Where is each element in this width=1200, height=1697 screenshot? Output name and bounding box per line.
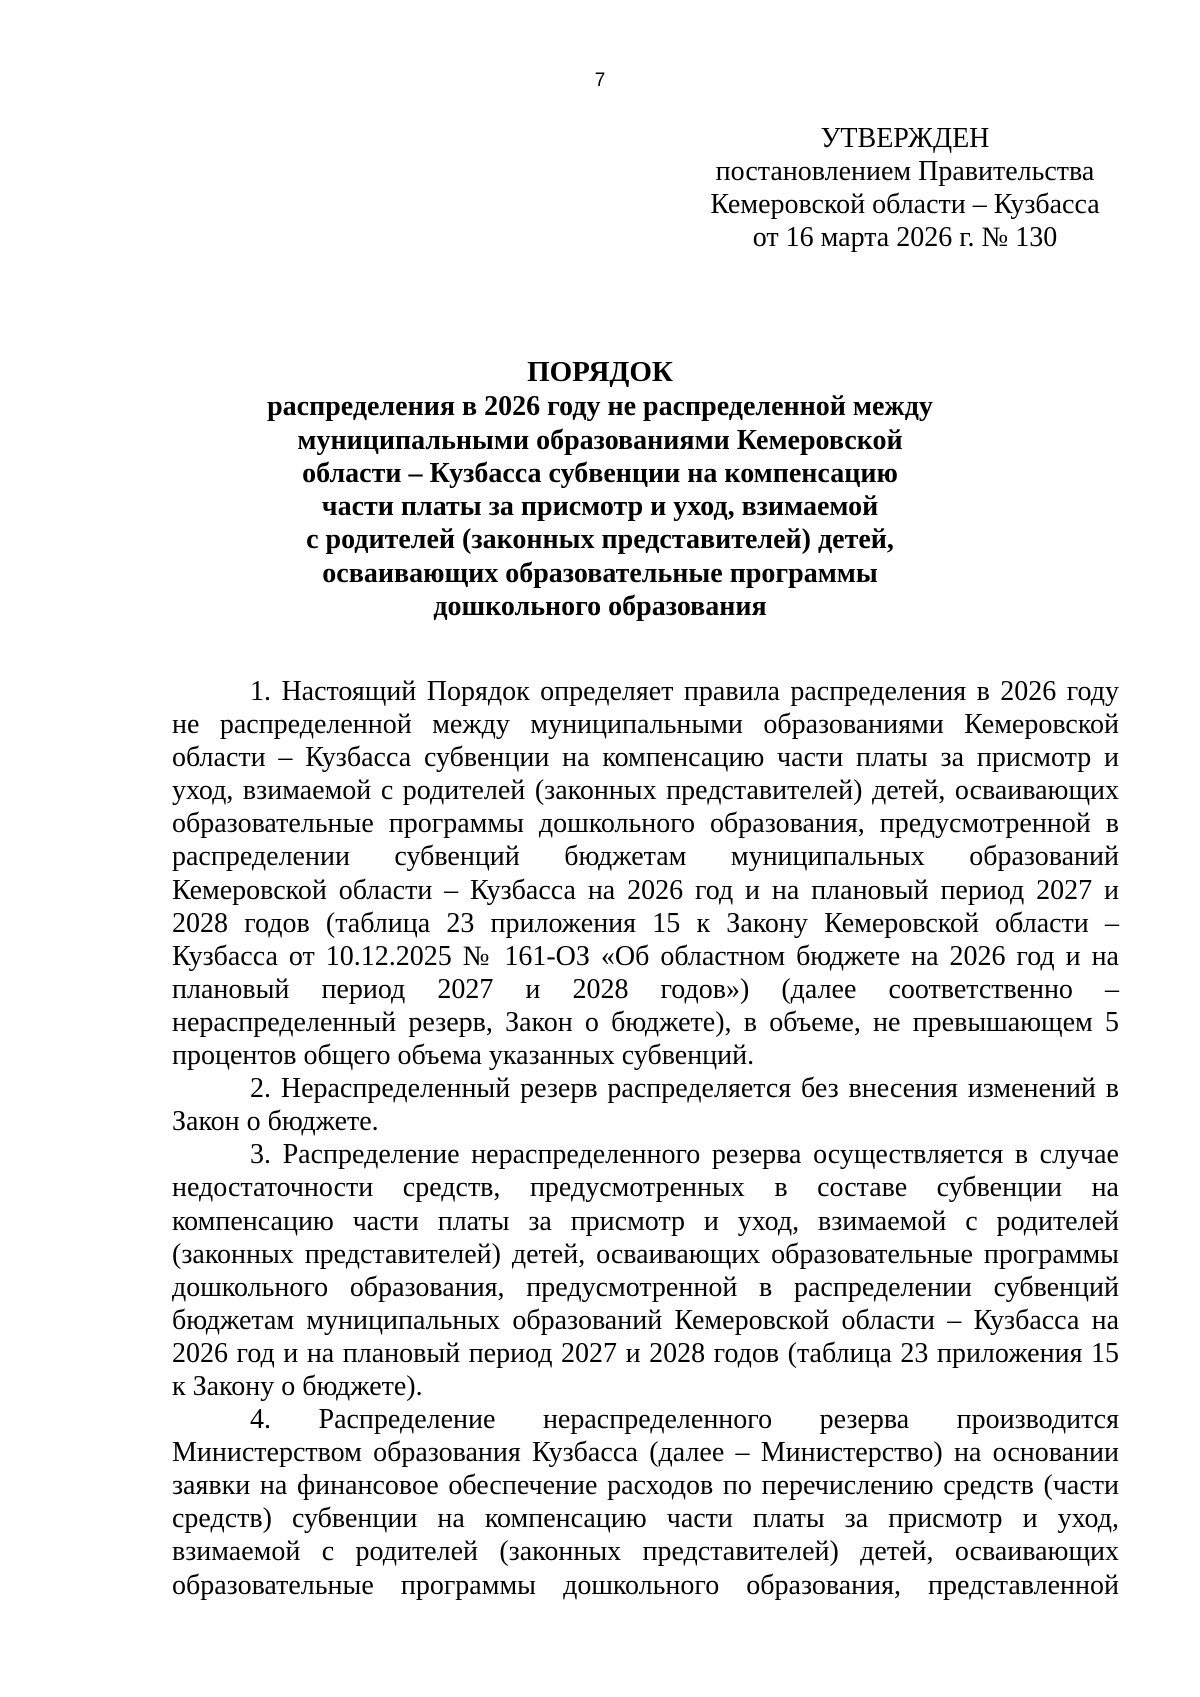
approval-line: от 16 марта 2026 г. № 130 bbox=[752, 222, 1058, 253]
approval-line: Кемеровской области – Кузбасса bbox=[710, 189, 1100, 220]
paragraph-4: 4. Распределение нераспределенного резерва производится Министерством образования Кузбасса (далее – Министерство) на основании заявки на финансовое обеспечение расходов по перечислению средств (части средств) субвенции на компенсацию части платы за присмотр и уход, взимаемой с родителей (законных представителей) детей, осваивающих образовательные программы дошкольного образования, представленной bbox=[172, 1404, 1119, 1601]
title-subtitle-line: с родителей (законных представителей) детей, bbox=[306, 524, 894, 556]
paragraph-1: 1. Настоящий Порядок определяет правила распределения в 2026 году не распределенной между муниципальными образованиями Кемеровской области – Кузбасса субвенции на компенсацию части платы за присмотр и уход, взимаемой с родителей (законных представителей) детей, осваивающих образовательные программы дошкольного образования, предусмотренной в распределении субвенций бюджетам муниципальных образований Кемеровской области – Кузбасса на 2026 год и на плановый период 2027 и 2028 годов (таблица 23 приложения 15 к Закону Кемеровской области – Кузбасса от 10.12.2025 № 161-ОЗ «Об областном бюджете на 2026 год и на плановый период 2027 и 2028 годов») (далее соответственно – нераспределенный резерв, Закон о бюджете), в объеме, не превышающем 5 процентов общего объема указанных субвенций. bbox=[172, 676, 1119, 1072]
title-subtitle-line: осваивающих образовательные программы bbox=[322, 557, 878, 589]
title-subtitle-line: части платы за присмотр и уход, взимаемой bbox=[321, 491, 879, 523]
title-subtitle-line: области – Кузбасса субвенции на компенсацию bbox=[302, 457, 898, 489]
document-title bbox=[200, 356, 1000, 623]
title-heading: ПОРЯДОК bbox=[527, 356, 673, 388]
document-body bbox=[172, 675, 1119, 1602]
approval-line: постановлением Правительства bbox=[715, 156, 1095, 187]
title-subtitle-line: муниципальными образованиями Кемеровской bbox=[297, 424, 903, 456]
approval-line: УТВЕРЖДЕН bbox=[820, 123, 990, 154]
paragraph-3: 3. Распределение нераспределенного резерва осуществляется в случае недостаточности средств, предусмотренных в составе субвенции на компенсацию части платы за присмотр и уход, взимаемой с родителей (законных представителей) детей, осваивающих образовательные программы дошкольного образования, предусмотренной в распределении субвенций бюджетам муниципальных образований Кемеровской области – Кузбасса на 2026 год и на плановый период 2027 и 2028 годов (таблица 23 приложения 15 к Закону о бюджете). bbox=[172, 1139, 1119, 1402]
page-number: 7 bbox=[594, 70, 606, 91]
paragraph-2: 2. Нераспределенный резерв распределяется без внесения изменений в Закон о бюджете. bbox=[172, 1073, 1119, 1138]
approval-stamp bbox=[690, 122, 1120, 254]
title-subtitle-line: дошкольного образования bbox=[433, 591, 767, 623]
title-subtitle-line: распределения в 2026 году не распределенной между bbox=[267, 391, 933, 423]
